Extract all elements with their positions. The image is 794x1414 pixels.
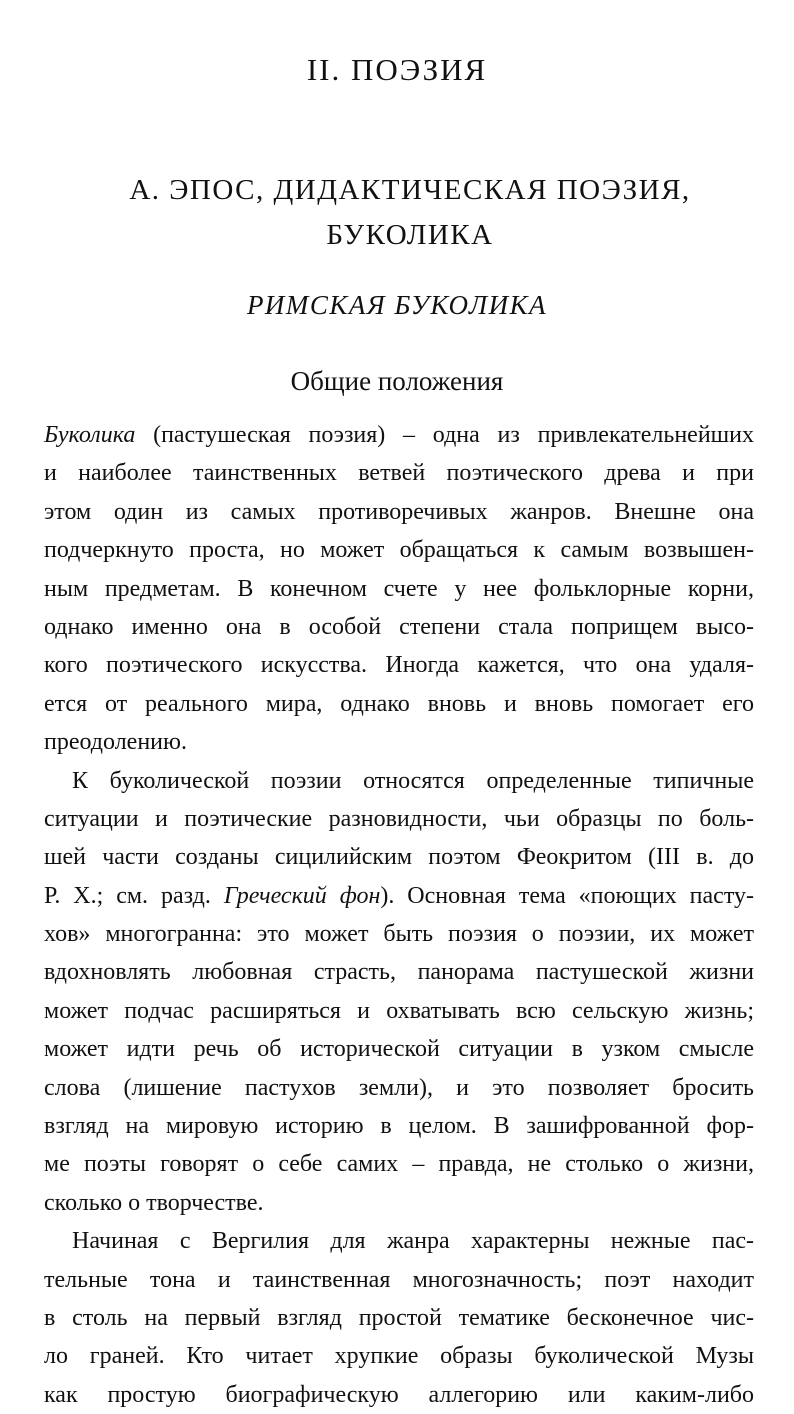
cross-reference: Греческий фон — [223, 882, 381, 909]
text-line: однако именно она в особой степени стала поприщем высо- — [44, 613, 754, 640]
text-line: в столь на первый взгляд простой тематике бесконечное чис- — [44, 1304, 754, 1331]
text-line: ло граней. Кто читает хрупкие образы буколической Музы — [44, 1343, 754, 1370]
text-line: Р. Х.; см. разд. Греческий фон). Основная тема «поющих пасту- — [44, 882, 754, 909]
text-line: взгляд на мировую историю в целом. В зашифрованной фор- — [44, 1113, 754, 1140]
text-line: Буколика (пастушеская поэзия) – одна из привлекательнейших — [44, 422, 754, 448]
text-line: К буколической поэзии относятся определенные типичные — [72, 767, 754, 794]
paragraph-1 — [44, 416, 754, 762]
text-line: ным предметам. В конечном счете у нее фольклорные корни, — [44, 575, 754, 602]
text-line: подчеркнуто проста, но может обращаться к самым возвышен- — [44, 537, 754, 564]
text-line: ется от реального мира, однако вновь и вновь помогает его — [44, 690, 754, 717]
text-line: как простую биографическую аллегорию или каким-либо — [44, 1381, 754, 1408]
text-line: ситуации и поэтические разновидности, чьи образцы по боль- — [44, 805, 754, 832]
text-line: Начиная с Вергилия для жанра характерны нежные пас- — [72, 1228, 754, 1255]
text-line: кого поэтического искусства. Иногда кажется, что она удаля- — [44, 652, 754, 679]
text-line: и наиболее таинственных ветвей поэтического древа и при — [44, 460, 754, 487]
text-line: может подчас расширяться и охватывать всю сельскую жизнь; — [44, 997, 754, 1024]
chapter-title: II. ПОЭЗИЯ — [306, 52, 488, 87]
term-bucolica: Буколика — [44, 422, 136, 448]
text-line: шей части созданы сицилийским поэтом Феокритом (III в. до — [44, 844, 754, 871]
text-line: этом один из самых противоречивых жанров. Внешне она — [44, 498, 754, 525]
text-line: вдохновлять любовная страсть, панорама пастушеской жизни — [44, 959, 754, 986]
section-title — [60, 168, 760, 258]
paragraph-2 — [44, 762, 754, 1223]
subsection-title: РИМСКАЯ БУКОЛИКА — [246, 290, 548, 320]
text-line: слова (лишение пастухов земли), и это позволяет бросить — [44, 1074, 754, 1101]
text-line: может идти речь об исторической ситуации в узком смысле — [44, 1036, 754, 1063]
text-line: ме поэты говорят о себе самих – правда, не столько о жизни, — [44, 1151, 754, 1178]
text-line: преодолению. — [44, 729, 187, 756]
text-line: сколько о творчестве. — [44, 1189, 264, 1216]
section-title-line-1: А. ЭПОС, ДИДАКТИЧЕСКАЯ ПОЭЗИЯ, — [129, 174, 691, 206]
body-text — [44, 416, 754, 1414]
general-heading: Общие положения — [290, 366, 504, 396]
text-line: хов» многогранна: это может быть поэзия о поэзии, их может — [44, 921, 754, 948]
text-line: тельные тона и таинственная многозначность; поэт находит — [44, 1266, 754, 1293]
paragraph-3 — [44, 1222, 754, 1414]
section-title-line-2: БУКОЛИКА — [326, 219, 494, 251]
